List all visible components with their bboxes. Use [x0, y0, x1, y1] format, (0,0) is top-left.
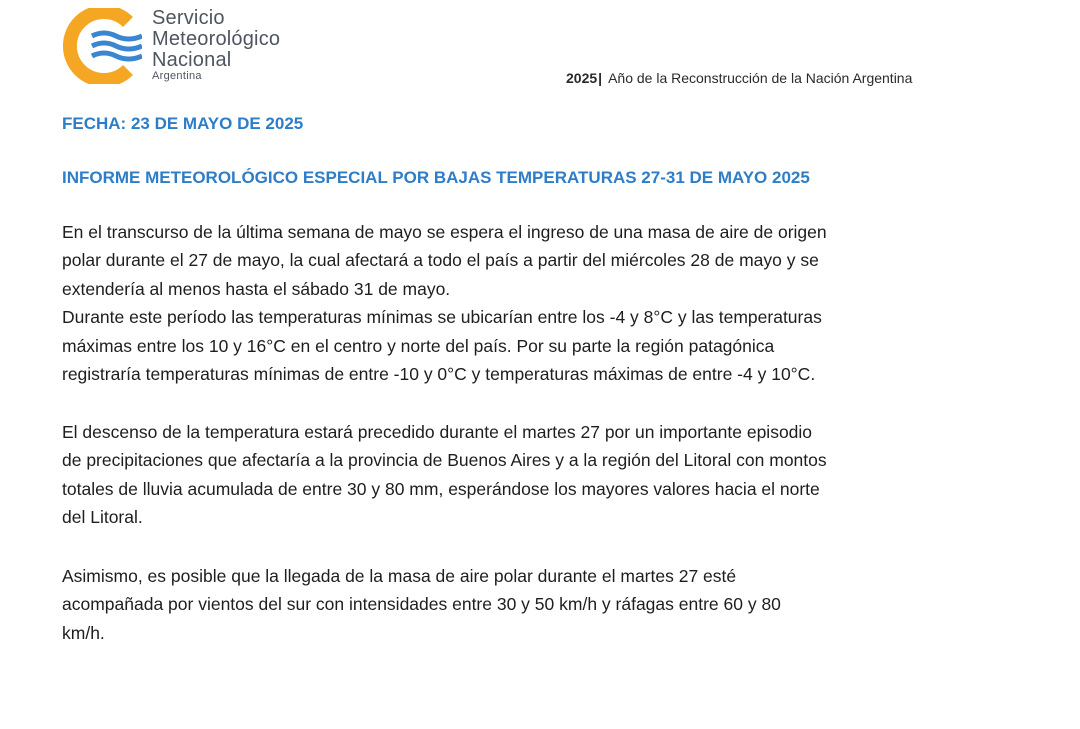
logo-text	[152, 8, 280, 82]
paragraph-line: El descenso de la temperatura estará precedido durante el martes 27 por un importante episodio	[62, 422, 813, 442]
logo-sub-argentina: Argentina	[152, 70, 202, 82]
report-title: INFORME METEOROLÓGICO ESPECIAL POR BAJAS TEMPERATURAS 27-31 DE MAYO 2025	[62, 168, 810, 187]
year-motto: Año de la Reconstrucción de la Nación Argentina	[608, 70, 913, 86]
logo-line-nacional: Nacional	[152, 49, 232, 71]
paragraph-line: En el transcurso de la última semana de mayo se espera el ingreso de una masa de aire de origen	[62, 222, 827, 242]
year-motto-line	[566, 70, 912, 86]
paragraph-2	[62, 418, 1022, 532]
year-separator: |	[598, 70, 603, 86]
smn-logo-icon	[62, 8, 142, 84]
paragraph-line: máximas entre los 10 y 16°C en el centro y norte del país. Por su parte la región patagónica	[62, 335, 775, 356]
paragraph-line: registraría temperaturas mínimas de entre -10 y 0°C y temperaturas máximas de entre -4 y 10°C.	[62, 364, 816, 385]
paragraph-line: extendería al menos hasta el sábado 31 de mayo.	[62, 278, 451, 299]
paragraph-line: acompañada por vientos del sur con intensidades entre 30 y 50 km/h y ráfagas entre 60 y 80	[62, 594, 781, 615]
paragraph-3	[62, 562, 1022, 647]
paragraph-line: Asimismo, es posible que la llegada de la masa de aire polar durante el martes 27 esté	[62, 566, 737, 586]
logo-line-servicio: Servicio	[152, 7, 225, 29]
report-date: FECHA: 23 DE MAYO DE 2025	[62, 114, 304, 133]
paragraph-line: polar durante el 27 de mayo, la cual afectará a todo el país a partir del miércoles 28 de mayo y se	[62, 250, 819, 271]
paragraph-line: de precipitaciones que afectaría a la provincia de Buenos Aires y a la región del Litoral con montos	[62, 450, 827, 471]
logo-line-meteorologico: Meteorológico	[152, 28, 281, 50]
paragraph-1	[62, 218, 1022, 388]
paragraph-line: del Litoral.	[62, 507, 143, 528]
paragraph-line: Durante este período las temperaturas mínimas se ubicarían entre los -4 y 8°C y las temperaturas	[62, 307, 822, 328]
paragraph-line: km/h.	[62, 622, 105, 643]
year-label: 2025	[566, 70, 598, 86]
paragraph-line: totales de lluvia acumulada de entre 30 y 80 mm, esperándose los mayores valores hacia el norte	[62, 478, 820, 499]
smn-logo	[62, 8, 322, 86]
